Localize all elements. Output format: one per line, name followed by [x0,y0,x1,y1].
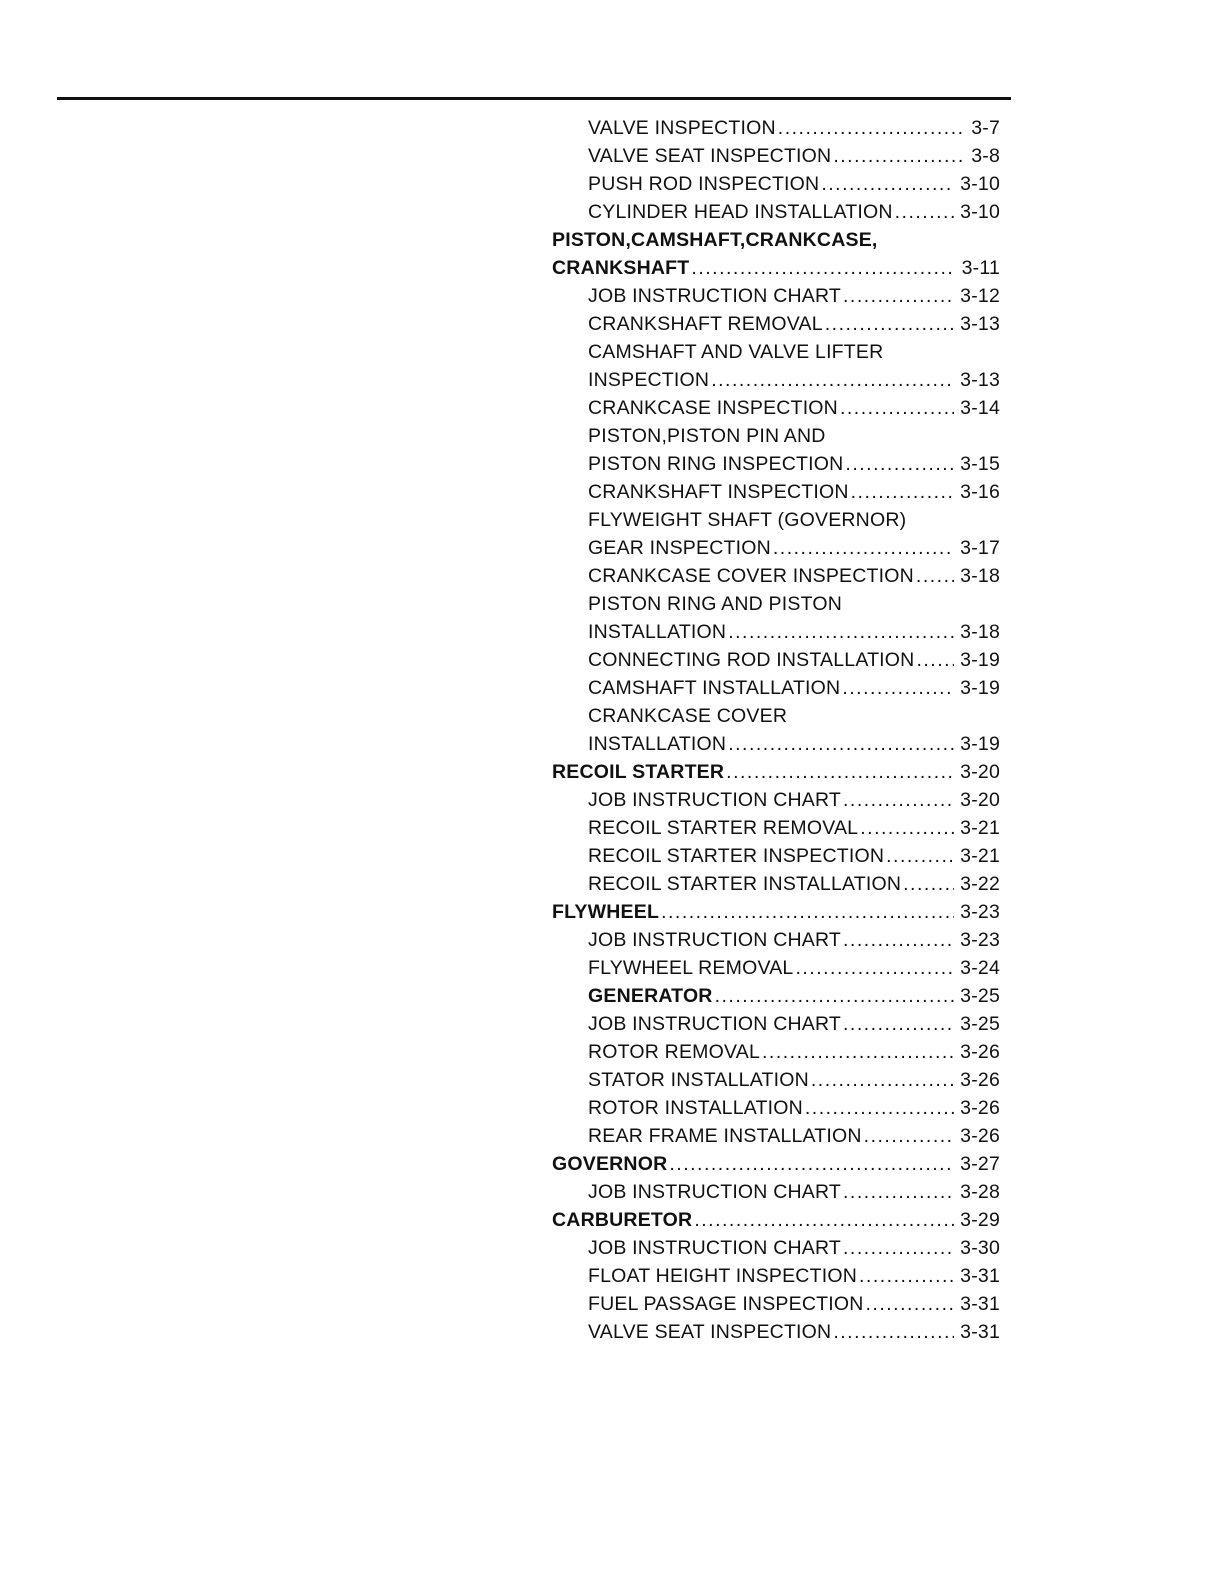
toc-dot-leader [773,534,954,562]
toc-entry-title: JOB INSTRUCTION CHART [588,285,842,307]
toc-entry-title: INSPECTION [588,369,710,391]
toc-subsection-entry[interactable] [550,282,1010,310]
toc-subsection-entry[interactable] [550,1010,1010,1038]
toc-page-number: 3-27 [960,1153,1000,1175]
toc-page-number: 3-12 [960,285,1000,307]
toc-subsection-entry[interactable] [550,982,1010,1010]
toc-page-number: 3-10 [960,173,1000,195]
toc-dot-leader [661,898,954,926]
toc-dot-leader [795,954,954,982]
toc-entry-title: VALVE INSPECTION [588,117,776,139]
toc-subsection-entry[interactable] [550,1234,1010,1262]
toc-entry-title: PISTON RING AND PISTON [588,593,842,615]
toc-section-entry[interactable] [550,758,1010,786]
toc-page-number: 3-23 [960,901,1000,923]
toc-page-number: 3-15 [960,453,1000,475]
toc-page-number: 3-31 [960,1293,1000,1315]
toc-entry-title: CRANKSHAFT REMOVAL [588,313,823,335]
toc-entry-title: FLYWHEEL [552,901,660,923]
toc-page-number: 3-23 [960,929,1000,951]
toc-subsection-entry[interactable] [550,142,1010,170]
toc-subsection-entry[interactable] [550,618,1010,646]
toc-section-entry[interactable] [550,254,1010,282]
toc-entry-title: CRANKCASE COVER INSPECTION [588,565,914,587]
toc-subsection-entry[interactable] [550,1318,1010,1346]
toc-dot-leader [805,1094,954,1122]
toc-dot-leader [859,1262,954,1290]
toc-dot-leader [825,310,954,338]
toc-dot-leader [843,1178,954,1206]
toc-page-number: 3-13 [960,313,1000,335]
toc-page-number: 3-21 [960,817,1000,839]
toc-entry-title: ROTOR INSTALLATION [588,1097,803,1119]
toc-subsection-entry[interactable] [550,870,1010,898]
toc-page-number: 3-18 [960,565,1000,587]
toc-page-number: 3-20 [960,761,1000,783]
toc-entry-title: RECOIL STARTER [552,761,725,783]
toc-entry-title: CRANKSHAFT INSPECTION [588,481,849,503]
toc-entry-title: RECOIL STARTER INSPECTION [588,845,885,867]
toc-entry-title: PISTON RING INSPECTION [588,453,844,475]
toc-dot-leader [840,394,954,422]
toc-entry-title: REAR FRAME INSTALLATION [588,1125,862,1147]
toc-dot-leader [895,198,955,226]
toc-entry-title: CAMSHAFT INSTALLATION [588,677,841,699]
toc-entry-title: FLYWEIGHT SHAFT (GOVERNOR) [588,509,907,531]
toc-page-number: 3-26 [960,1069,1000,1091]
toc-page-number: 3-14 [960,397,1000,419]
toc-page-number: 3-21 [960,845,1000,867]
toc-entry-title: CYLINDER HEAD INSTALLATION [588,201,893,223]
toc-subsection-entry[interactable] [550,506,1010,534]
toc-entry-title: VALVE SEAT INSPECTION [588,1321,832,1343]
toc-entry-title: CRANKSHAFT [552,257,690,279]
toc-subsection-entry[interactable] [550,338,1010,366]
toc-entry-title: GENERATOR [588,985,713,1007]
toc-subsection-entry[interactable] [550,1122,1010,1150]
toc-dot-leader [845,450,954,478]
toc-subsection-entry[interactable] [550,786,1010,814]
toc-entry-title: PISTON,PISTON PIN AND [588,425,826,447]
toc-subsection-entry[interactable] [550,1290,1010,1318]
toc-page-number: 3-25 [960,985,1000,1007]
toc-dot-leader [860,814,954,842]
toc-dot-leader [728,730,954,758]
toc-dot-leader [903,870,954,898]
toc-dot-leader [916,562,954,590]
toc-entry-title: VALVE SEAT INSPECTION [588,145,832,167]
top-rule [57,97,1011,100]
toc-subsection-entry[interactable] [550,590,1010,618]
toc-entry-title: STATOR INSTALLATION [588,1069,809,1091]
toc-entry-title: FLOAT HEIGHT INSPECTION [588,1265,857,1287]
toc-entry-title: FLYWHEEL REMOVAL [588,957,794,979]
toc-dot-leader [866,1290,955,1318]
toc-subsection-entry[interactable] [550,926,1010,954]
toc-page-number: 3-18 [960,621,1000,643]
toc-entry-title: CARBURETOR [552,1209,693,1231]
toc-dot-leader [843,282,954,310]
toc-page-number: 3-25 [960,1013,1000,1035]
toc-dot-leader [691,254,955,282]
toc-page-number: 3-31 [960,1265,1000,1287]
toc-dot-leader [715,982,955,1010]
toc-dot-leader [843,1010,954,1038]
toc-page-number: 3-22 [960,873,1000,895]
toc-dot-leader [669,1150,954,1178]
toc-subsection-entry[interactable] [550,1066,1010,1094]
toc-dot-leader [842,674,954,702]
toc-page-number: 3-11 [961,257,1000,279]
toc-subsection-entry[interactable] [550,198,1010,226]
toc-subsection-entry[interactable] [550,842,1010,870]
toc-page-number: 3-28 [960,1181,1000,1203]
toc-dot-leader [711,366,954,394]
toc-entry-title: FUEL PASSAGE INSPECTION [588,1293,864,1315]
toc-entry-title: CONNECTING ROD INSTALLATION [588,649,915,671]
toc-subsection-entry[interactable] [550,814,1010,842]
toc-page-number: 3-16 [960,481,1000,503]
toc-entry-title: GOVERNOR [552,1153,668,1175]
toc-entry-title: CRANKCASE COVER [588,705,788,727]
toc-section-entry[interactable] [550,1150,1010,1178]
toc-section-entry[interactable] [550,1206,1010,1234]
toc-entry-title: CAMSHAFT AND VALVE LIFTER [588,341,884,363]
toc-dot-leader [886,842,954,870]
toc-subsection-entry[interactable] [550,562,1010,590]
toc-dot-leader [864,1122,954,1150]
toc-dot-leader [833,1318,954,1346]
toc-subsection-entry[interactable] [550,1178,1010,1206]
toc-dot-leader [843,926,954,954]
toc-entry-title: ROTOR REMOVAL [588,1041,760,1063]
toc-entry-title: RECOIL STARTER REMOVAL [588,817,859,839]
toc-subsection-entry[interactable] [550,394,1010,422]
toc-entry-title: PUSH ROD INSPECTION [588,173,820,195]
toc-page-number: 3-29 [960,1209,1000,1231]
toc-subsection-entry[interactable] [550,310,1010,338]
toc-dot-leader [833,142,965,170]
toc-dot-leader [916,646,954,674]
toc-dot-leader [694,1206,954,1234]
toc-entry-title: INSTALLATION [588,621,727,643]
toc-entry-title: JOB INSTRUCTION CHART [588,1237,842,1259]
toc-page-number: 3-26 [960,1097,1000,1119]
toc-page-number: 3-30 [960,1237,1000,1259]
toc-dot-leader [778,114,965,142]
table-of-contents [550,114,1010,1346]
toc-subsection-entry[interactable] [550,702,1010,730]
toc-page-number: 3-19 [960,733,1000,755]
toc-dot-leader [811,1066,954,1094]
toc-entry-title: JOB INSTRUCTION CHART [588,1181,842,1203]
toc-subsection-entry[interactable] [550,1038,1010,1066]
toc-subsection-entry[interactable] [550,730,1010,758]
toc-page-number: 3-26 [960,1125,1000,1147]
toc-dot-leader [762,1038,954,1066]
toc-page-number: 3-13 [960,369,1000,391]
toc-subsection-entry[interactable] [550,478,1010,506]
toc-entry-title: JOB INSTRUCTION CHART [588,789,842,811]
toc-page-number: 3-19 [960,649,1000,671]
toc-entry-title: PISTON,CAMSHAFT,CRANKCASE, [552,229,878,251]
toc-subsection-entry[interactable] [550,170,1010,198]
toc-section-entry[interactable] [550,226,1010,254]
toc-subsection-entry[interactable] [550,1262,1010,1290]
toc-page-number: 3-8 [971,145,1000,167]
toc-dot-leader [843,1234,954,1262]
toc-entry-title: JOB INSTRUCTION CHART [588,929,842,951]
toc-page-number: 3-20 [960,789,1000,811]
toc-subsection-entry[interactable] [550,366,1010,394]
toc-section-entry[interactable] [550,898,1010,926]
toc-dot-leader [728,618,954,646]
toc-entry-title: INSTALLATION [588,733,727,755]
toc-page-number: 3-19 [960,677,1000,699]
toc-page-number: 3-24 [960,957,1000,979]
toc-subsection-entry[interactable] [550,1094,1010,1122]
toc-subsection-entry[interactable] [550,422,1010,450]
toc-page-number: 3-17 [960,537,1000,559]
toc-subsection-entry[interactable] [550,646,1010,674]
toc-entry-title: CRANKCASE INSPECTION [588,397,838,419]
toc-page-number: 3-26 [960,1041,1000,1063]
toc-entry-title: RECOIL STARTER INSTALLATION [588,873,902,895]
toc-subsection-entry[interactable] [550,674,1010,702]
toc-page-number: 3-31 [960,1321,1000,1343]
toc-dot-leader [843,786,954,814]
toc-page-number: 3-7 [971,117,1000,139]
toc-entry-title: JOB INSTRUCTION CHART [588,1013,842,1035]
toc-dot-leader [851,478,955,506]
toc-page-number: 3-10 [960,201,1000,223]
toc-subsection-entry[interactable] [550,114,1010,142]
toc-dot-leader [726,758,954,786]
toc-subsection-entry[interactable] [550,450,1010,478]
toc-dot-leader [821,170,954,198]
toc-subsection-entry[interactable] [550,954,1010,982]
toc-subsection-entry[interactable] [550,534,1010,562]
toc-entry-title: GEAR INSPECTION [588,537,771,559]
